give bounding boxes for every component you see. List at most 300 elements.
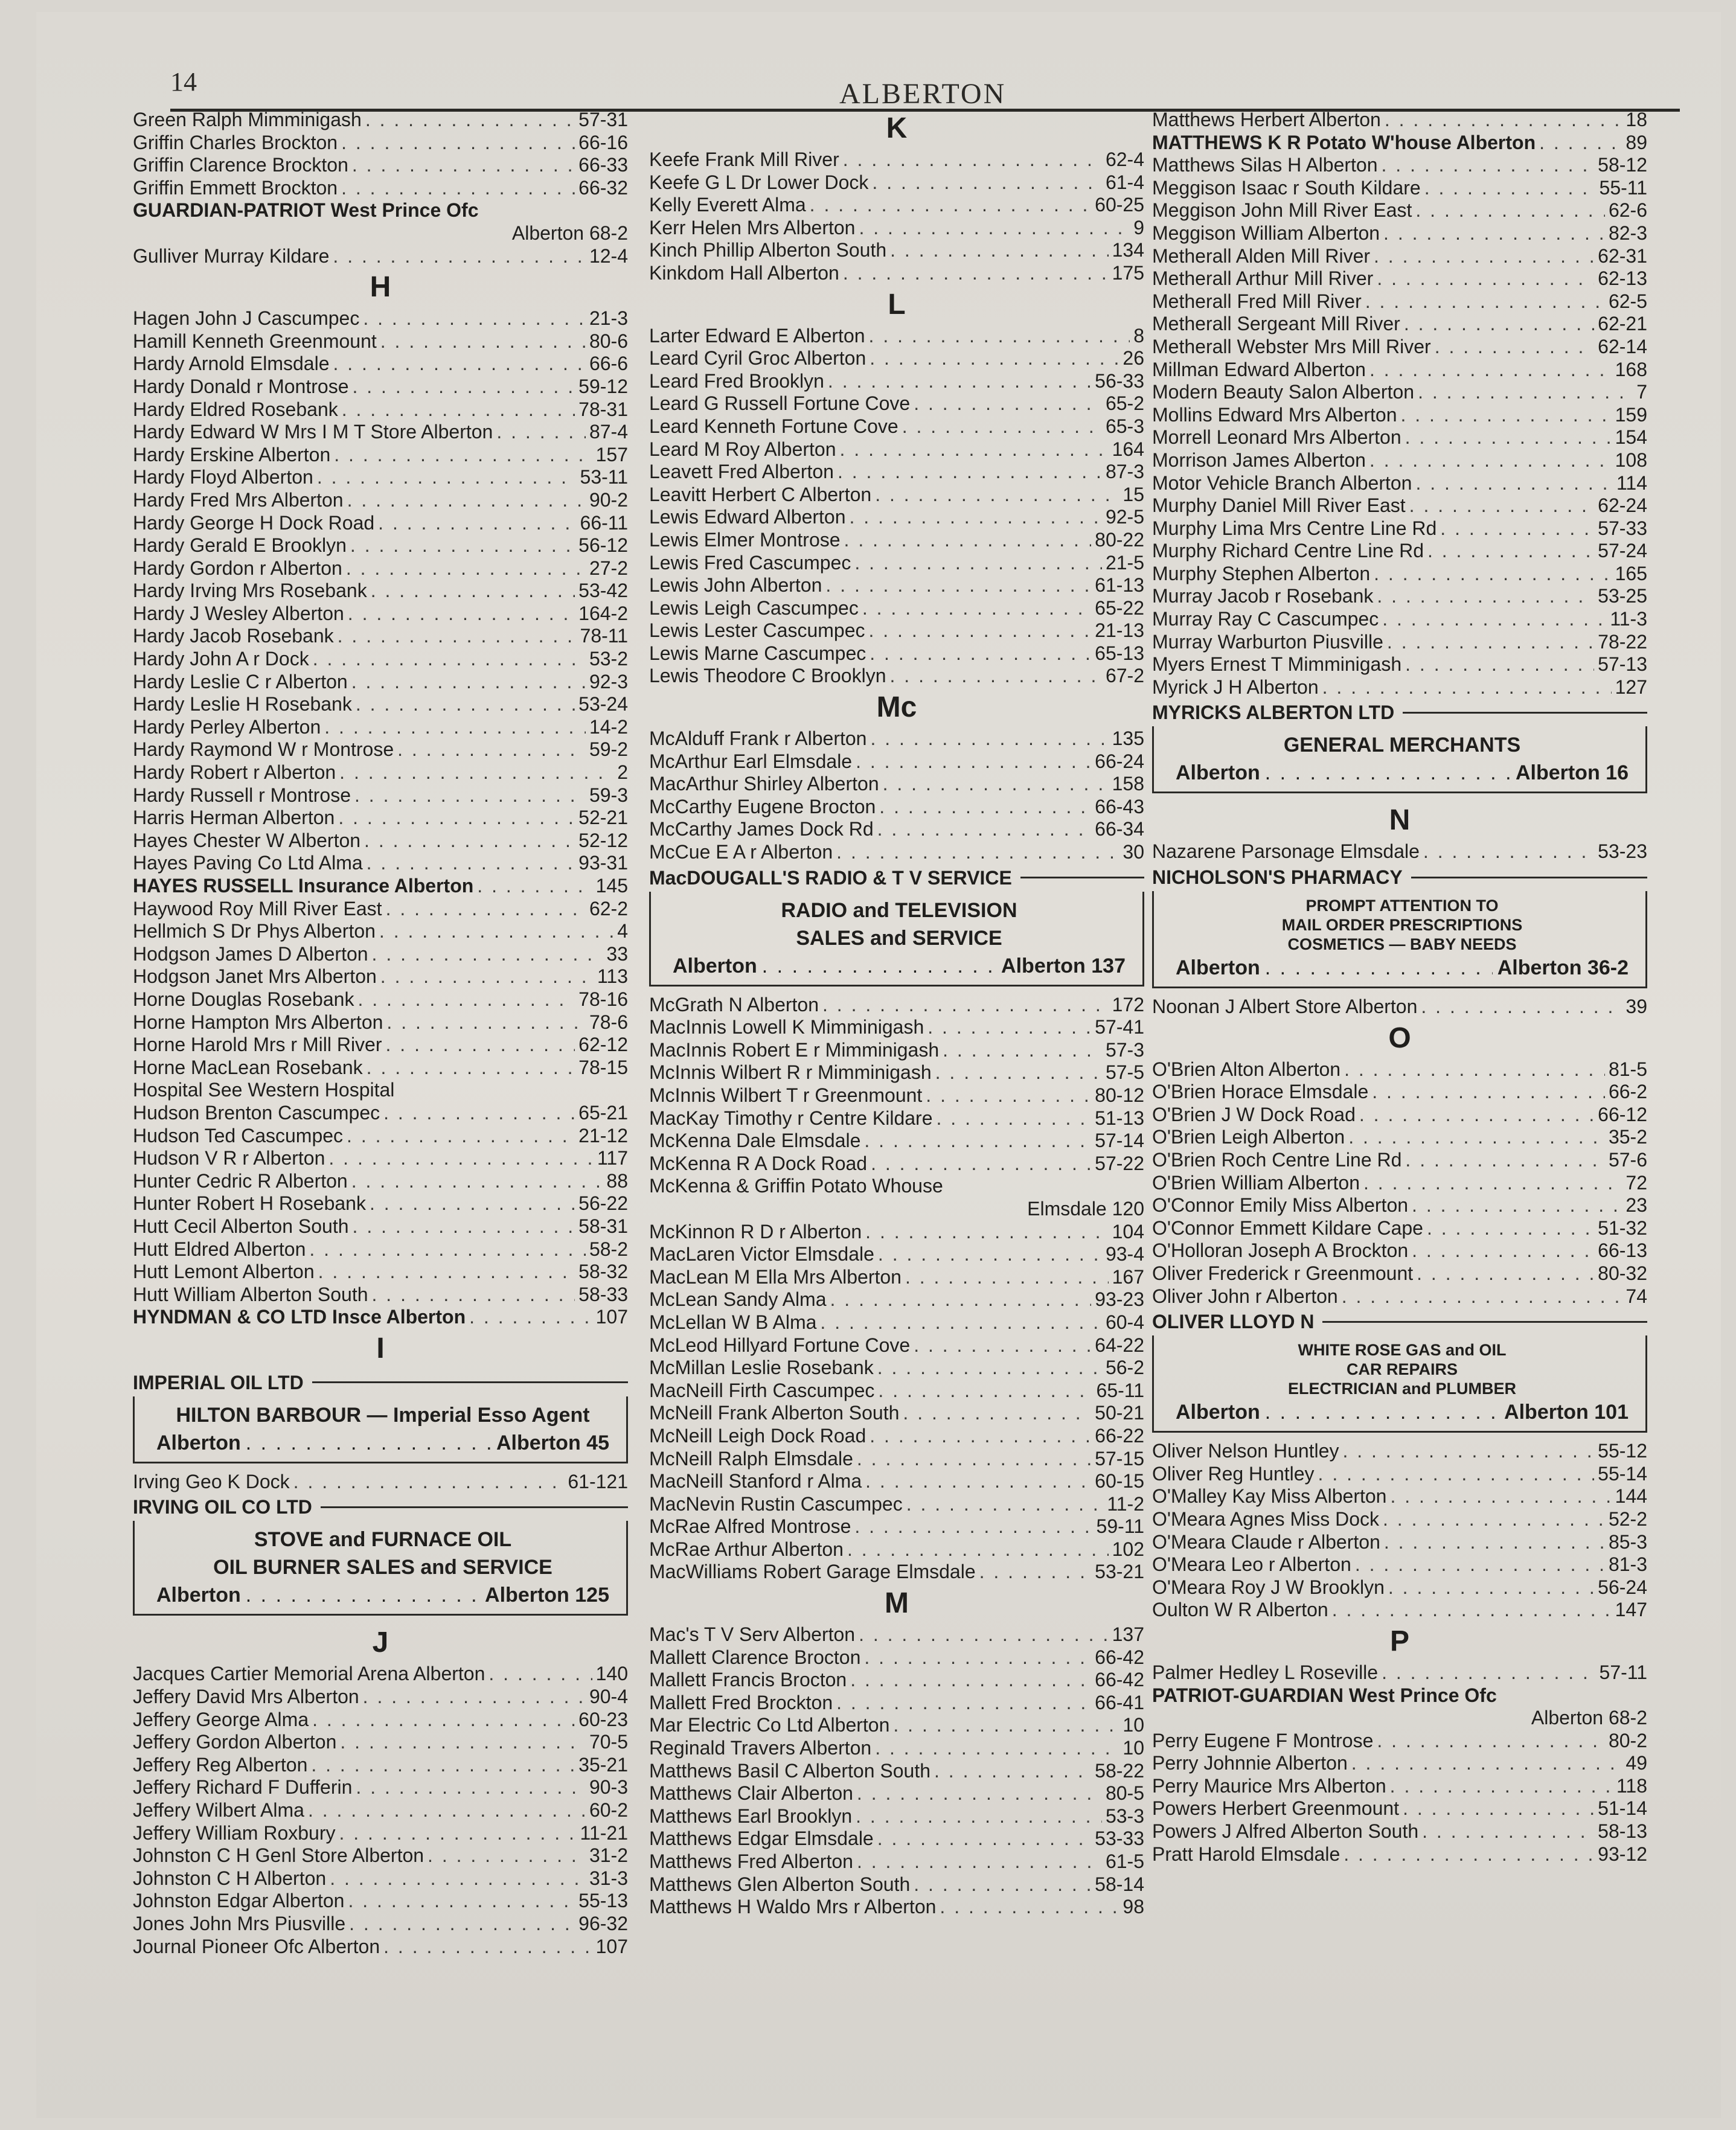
listing-phone: 31-3 xyxy=(589,1867,628,1889)
listing-name: Mallett Fred Brockton xyxy=(649,1691,833,1713)
ad-business-name: NICHOLSON'S PHARMACY xyxy=(1152,863,1647,891)
listing-phone: 31-2 xyxy=(589,1844,628,1867)
listing-name: Noonan J Albert Store Alberton xyxy=(1152,996,1418,1018)
ad-footer xyxy=(1176,1398,1629,1426)
listing-name: Meggison William Alberton xyxy=(1152,222,1380,244)
listing-phone: 9 xyxy=(1133,216,1144,238)
listing-phone: 21-13 xyxy=(1095,619,1144,642)
listing-phone: 66-12 xyxy=(1598,1103,1647,1125)
listing-entry xyxy=(133,1125,628,1148)
listing-entry xyxy=(133,1799,628,1822)
listing-phone: 65-11 xyxy=(1096,1379,1144,1401)
listing-name: Keefe Frank Mill River xyxy=(649,149,839,170)
listing-phone: Alberton 68-2 xyxy=(511,222,628,244)
listing-phone: 61-4 xyxy=(1105,171,1144,193)
listing-name: Lewis Fred Cascumpec xyxy=(649,551,851,574)
listing-name: Matthews Fred Alberton xyxy=(649,1850,853,1872)
listing-phone: 57-5 xyxy=(1105,1061,1144,1084)
dot-leader xyxy=(1344,1843,1594,1866)
dot-leader xyxy=(328,1147,594,1170)
section-letter-heading: L xyxy=(888,288,906,321)
listing-entry xyxy=(649,484,1144,507)
dot-leader xyxy=(1383,1508,1605,1531)
listing-name: McInnis Wilbert T r Greenmount xyxy=(649,1084,923,1106)
ad-location: Alberton xyxy=(1176,1401,1260,1424)
listing-name: Murray Jacob r Rosebank xyxy=(1152,585,1374,607)
business-advertisement xyxy=(1152,863,1647,988)
listing-entry xyxy=(649,619,1144,642)
listing-phone: 74 xyxy=(1625,1285,1647,1307)
dot-leader xyxy=(1388,1576,1594,1599)
listing-phone: 87-3 xyxy=(1105,461,1144,483)
listing-name: Hudson V R r Alberton xyxy=(133,1147,325,1169)
ad-business-name: IMPERIAL OIL LTD xyxy=(133,1369,628,1396)
listing-name: Gulliver Murray Kildare xyxy=(133,245,330,267)
listing-name: Hardy Raymond W r Montrose xyxy=(133,738,394,761)
listing-name: McRae Arthur Alberton xyxy=(649,1538,844,1560)
listing-name: Perry Johnnie Alberton xyxy=(1152,1752,1348,1774)
dot-leader xyxy=(367,1057,575,1079)
listing-phone: 65-2 xyxy=(1105,392,1144,415)
ad-phone: Alberton 101 xyxy=(1504,1401,1629,1424)
listing-phone: 118 xyxy=(1616,1774,1647,1797)
listing-name: Metherall Alden Mill River xyxy=(1152,245,1371,267)
listing-entry xyxy=(1152,631,1647,654)
dot-leader xyxy=(293,1471,565,1494)
ad-footer xyxy=(673,952,1126,980)
section-letter-heading: P xyxy=(1389,1625,1409,1657)
listing-entry xyxy=(133,307,628,330)
listing-entry xyxy=(133,1192,628,1215)
listing-entry xyxy=(133,1776,628,1799)
ad-footer xyxy=(156,1581,609,1609)
listing-entry xyxy=(133,920,628,943)
listing-entry xyxy=(133,898,628,921)
listing-name: Oliver John r Alberton xyxy=(1152,1285,1338,1307)
dot-leader xyxy=(906,1493,1104,1516)
listing-name: Nazarene Parsonage Elmsdale xyxy=(1152,840,1420,863)
listing-entry xyxy=(649,1311,1144,1334)
listing-phone: 53-3 xyxy=(1105,1805,1144,1827)
listing-phone: 58-33 xyxy=(578,1283,628,1305)
listing-phone: 175 xyxy=(1112,261,1144,284)
listing-name: Jeffery Gordon Alberton xyxy=(133,1731,337,1753)
listing-phone: 159 xyxy=(1615,403,1647,426)
dot-leader xyxy=(1348,1126,1605,1149)
listing-entry xyxy=(649,665,1144,688)
dot-leader xyxy=(367,852,575,875)
dot-leader xyxy=(937,1107,1092,1130)
listing-phone: 104 xyxy=(1112,1220,1144,1242)
listing-phone: 65-21 xyxy=(578,1101,628,1124)
ad-text-line: STOVE and FURNACE OIL xyxy=(254,1528,512,1552)
listing-phone: 114 xyxy=(1616,472,1647,494)
dot-leader xyxy=(1342,1440,1594,1463)
listing-name: Hardy Floyd Alberton xyxy=(133,466,313,488)
dot-leader xyxy=(836,841,1119,864)
listing-phone: 81-3 xyxy=(1608,1553,1647,1576)
listing-entry xyxy=(1152,1126,1647,1149)
listing-entry xyxy=(133,132,628,155)
listing-name: Metherall Sergeant Mill River xyxy=(1152,313,1400,335)
listing-name: Hardy John A r Dock xyxy=(133,648,309,670)
listing-phone: 11-2 xyxy=(1107,1492,1144,1515)
listing-entry xyxy=(1152,1194,1647,1217)
listing-entry xyxy=(649,1760,1144,1783)
listing-entry xyxy=(649,994,1144,1017)
dot-leader xyxy=(1404,313,1594,336)
listing-phone: 58-22 xyxy=(1095,1759,1144,1782)
dot-leader xyxy=(371,580,575,603)
listing-name: Myers Ernest T Mimminigash xyxy=(1152,653,1402,676)
dot-leader xyxy=(309,1238,586,1261)
dot-leader xyxy=(943,1039,1102,1062)
dot-leader xyxy=(979,1561,1092,1584)
listing-name: Journal Pioneer Ofc Alberton xyxy=(133,1935,380,1957)
listing-name: Hellmich S Dr Phys Alberton xyxy=(133,920,376,942)
listing-phone: 55-12 xyxy=(1598,1440,1647,1462)
listing-phone: 89 xyxy=(1625,131,1647,153)
dot-leader xyxy=(356,1776,586,1799)
listing-name: Murray Warburton Piusville xyxy=(1152,630,1383,653)
listing-phone: 62-21 xyxy=(1598,313,1647,335)
dot-leader xyxy=(1374,245,1594,268)
ad-footer xyxy=(1176,759,1629,787)
listing-entry xyxy=(1152,404,1647,427)
listing-name: Haywood Roy Mill River East xyxy=(133,897,382,919)
listing-name: McGrath N Alberton xyxy=(649,993,819,1015)
listing-phone: 23 xyxy=(1625,1194,1647,1217)
listing-entry xyxy=(649,1357,1144,1380)
dot-leader xyxy=(879,796,1091,819)
listing-phone: 164-2 xyxy=(578,602,628,624)
listing-name: Matthews Silas H Alberton xyxy=(1152,154,1378,176)
listing-phone: 56-2 xyxy=(1105,1357,1144,1379)
listing-entry xyxy=(133,716,628,739)
listing-name: McLeod Hillyard Fortune Cove xyxy=(649,1334,911,1356)
dot-leader xyxy=(934,1760,1091,1783)
dot-leader xyxy=(914,1873,1091,1896)
dot-leader xyxy=(1418,381,1633,404)
listing-phone: 65-22 xyxy=(1095,596,1144,619)
dot-leader xyxy=(1412,1239,1594,1262)
listing-phone: 107 xyxy=(595,1306,628,1328)
dot-leader xyxy=(890,665,1102,688)
listing-phone: 56-24 xyxy=(1598,1576,1647,1598)
listing-phone: 61-5 xyxy=(1105,1850,1144,1872)
listing-phone: 59-11 xyxy=(1096,1515,1144,1538)
listing-name: MATTHEWS K R Potato W'house Alberton xyxy=(1152,131,1536,153)
ad-phone: Alberton 45 xyxy=(496,1431,609,1454)
listing-entry xyxy=(1152,1149,1647,1172)
listing-phone: 78-31 xyxy=(578,398,628,420)
listing-name: Jeffery William Roxbury xyxy=(133,1821,336,1844)
listing-entry xyxy=(1152,494,1647,517)
listing-name: Matthews Basil C Alberton South xyxy=(649,1759,931,1782)
dot-leader xyxy=(496,421,586,444)
ad-phone: Alberton 125 xyxy=(485,1584,609,1607)
ad-phone: Alberton 16 xyxy=(1515,761,1629,785)
listing-name: Hardy Gordon r Alberton xyxy=(133,557,342,579)
listing-entry xyxy=(133,1238,628,1261)
listing-entry xyxy=(133,784,628,807)
listing-entry xyxy=(133,1306,628,1329)
dot-leader xyxy=(1409,494,1594,517)
listing-name: MacKay Timothy r Centre Kildare xyxy=(649,1107,933,1129)
listing-name: MacArthur Shirley Alberton xyxy=(649,773,879,795)
ad-phone: Alberton 137 xyxy=(1001,954,1126,977)
listing-name: Reginald Travers Alberton xyxy=(649,1737,872,1759)
listing-phone: 66-16 xyxy=(578,131,628,153)
dot-leader xyxy=(378,512,576,535)
dot-leader xyxy=(477,875,592,898)
section-letter-heading: M xyxy=(885,1587,909,1620)
dot-leader xyxy=(905,1266,1109,1289)
listing-name: MacNeill Firth Cascumpec xyxy=(649,1379,875,1401)
listing-name: Lewis Marne Cascumpec xyxy=(649,642,866,664)
listing-entry xyxy=(133,1890,628,1913)
listing-name: Mac's T V Serv Alberton xyxy=(649,1623,856,1646)
listing-name: PATRIOT-GUARDIAN West Prince Ofc xyxy=(1152,1684,1497,1706)
dot-leader xyxy=(854,552,1102,575)
listing-name: Griffin Emmett Brockton xyxy=(133,176,338,199)
listing-entry xyxy=(133,1913,628,1936)
listing-entry xyxy=(649,529,1144,552)
listing-entry xyxy=(649,1493,1144,1516)
listing-name: Hardy Leslie H Rosebank xyxy=(133,693,352,715)
listing-phone: 15 xyxy=(1123,483,1144,505)
listing-entry xyxy=(649,506,1144,529)
listing-phone: 65-13 xyxy=(1095,642,1144,664)
listing-phone: 134 xyxy=(1112,239,1144,261)
dot-leader xyxy=(1382,154,1595,177)
listing-phone: 60-2 xyxy=(589,1799,628,1821)
dot-leader xyxy=(877,1828,1091,1850)
listing-entry xyxy=(1152,1440,1647,1463)
listing-phone: 93-23 xyxy=(1095,1288,1144,1311)
dot-leader xyxy=(312,1709,575,1732)
listing-phone: 66-42 xyxy=(1095,1646,1144,1668)
listing-name: Oliver Frederick r Greenmount xyxy=(1152,1262,1414,1284)
listing-name: Hardy Eldred Rosebank xyxy=(133,398,338,420)
listing-name: McCarthy Eugene Brocton xyxy=(649,795,876,817)
listing-name: McNeill Leigh Dock Road xyxy=(649,1424,866,1447)
listing-phone: 66-42 xyxy=(1095,1669,1144,1691)
listing-entry xyxy=(649,1061,1144,1084)
dot-leader xyxy=(870,728,1108,750)
listing-phone: 11-3 xyxy=(1610,608,1647,630)
listing-name: Leard M Roy Alberton xyxy=(649,438,836,460)
listing-phone: 66-13 xyxy=(1598,1239,1647,1262)
ad-text-line: HILTON BARBOUR — Imperial Esso Agent xyxy=(176,1403,590,1427)
dot-leader xyxy=(1383,222,1605,245)
listing-phone: 90-2 xyxy=(589,488,628,511)
listing-entry xyxy=(1152,449,1647,472)
listing-entry xyxy=(649,1828,1144,1850)
listing-name: Hutt Eldred Alberton xyxy=(133,1238,306,1260)
listing-phone: 65-3 xyxy=(1105,415,1144,437)
listing-name: Johnston C H Alberton xyxy=(133,1867,327,1889)
listing-phone: 57-41 xyxy=(1095,1016,1144,1038)
dot-leader xyxy=(370,1192,575,1215)
listing-entry xyxy=(133,444,628,467)
listing-entry xyxy=(1152,1553,1647,1576)
listing-name: McCarthy James Dock Rd xyxy=(649,818,874,840)
listing-entry xyxy=(133,1709,628,1732)
listing-phone: 66-22 xyxy=(1095,1424,1144,1447)
listing-phone: 58-2 xyxy=(589,1238,628,1260)
dot-leader xyxy=(379,920,613,943)
dot-leader xyxy=(1369,449,1612,472)
listing-entry xyxy=(133,557,628,580)
listing-name: Jeffery Richard F Dufferin xyxy=(133,1776,353,1799)
dot-leader xyxy=(859,1623,1109,1646)
listing-entry xyxy=(133,671,628,694)
dot-leader xyxy=(847,1538,1109,1561)
listing-entry xyxy=(133,534,628,557)
listing-name: Hardy Edward W Mrs I M T Store Alberton xyxy=(133,421,493,443)
dot-leader xyxy=(927,1016,1091,1039)
listing-phone: 164 xyxy=(1112,438,1144,460)
dot-leader xyxy=(1377,585,1594,608)
listing-phone: 55-13 xyxy=(578,1890,628,1912)
listing-name: MacNeill Stanford r Alma xyxy=(649,1470,862,1492)
business-advertisement xyxy=(133,1493,628,1616)
dot-leader xyxy=(1539,132,1622,155)
listing-name: Hayes Chester W Alberton xyxy=(133,829,361,851)
dot-leader xyxy=(844,529,1092,552)
listing-phone: 57-13 xyxy=(1598,653,1647,676)
dot-leader xyxy=(843,149,1102,171)
listing-phone: 80-6 xyxy=(589,330,628,352)
listing-name: McKenna & Griffin Potato Whouse xyxy=(649,1175,943,1197)
listing-entry xyxy=(1152,540,1647,563)
listing-phone: 78-11 xyxy=(580,625,628,647)
listing-entry xyxy=(649,325,1144,348)
listing-phone: 4 xyxy=(617,920,628,942)
listing-name: Johnston Edgar Alberton xyxy=(133,1890,345,1912)
listing-name: Perry Maurice Mrs Alberton xyxy=(1152,1774,1386,1797)
listing-entry xyxy=(649,750,1144,773)
dot-leader xyxy=(857,1850,1102,1873)
dot-leader xyxy=(246,1429,492,1457)
business-advertisement xyxy=(1152,1308,1647,1433)
listing-entry xyxy=(133,398,628,421)
dot-leader xyxy=(1355,1553,1605,1576)
listing-name: Hardy J Wesley Alberton xyxy=(133,602,344,624)
listing-entry xyxy=(649,597,1144,620)
ad-text-line: GENERAL MERCHANTS xyxy=(1283,734,1521,757)
dot-leader xyxy=(1377,1730,1605,1753)
business-advertisement xyxy=(133,1369,628,1463)
page-number: 14 xyxy=(170,67,197,97)
listing-name: O'Brien Alton Alberton xyxy=(1152,1058,1341,1080)
listing-phone: 18 xyxy=(1625,109,1647,130)
listing-name: O'Meara Leo r Alberton xyxy=(1152,1553,1351,1576)
dot-leader xyxy=(346,557,586,580)
listing-phone: 85-3 xyxy=(1608,1530,1647,1553)
listing-phone: 108 xyxy=(1615,449,1647,471)
dot-leader xyxy=(386,1011,586,1034)
listing-entry xyxy=(1152,653,1647,676)
listing-entry xyxy=(649,796,1144,819)
listing-phone: 7 xyxy=(1636,381,1647,403)
listing-name: Myrick J H Alberton xyxy=(1152,676,1319,698)
dot-leader xyxy=(1382,1661,1595,1684)
listing-entry xyxy=(1152,1820,1647,1843)
listing-entry xyxy=(133,1147,628,1170)
listing-phone: 52-21 xyxy=(578,807,628,829)
listing-phone: 51-32 xyxy=(1598,1217,1647,1239)
listing-entry xyxy=(1152,1262,1647,1285)
dot-leader xyxy=(1435,336,1594,359)
listing-phone: 87-4 xyxy=(589,421,628,443)
listing-entry xyxy=(649,1561,1144,1584)
dot-leader xyxy=(1384,1531,1605,1554)
dot-leader xyxy=(1415,472,1613,495)
listing-entry xyxy=(649,1016,1144,1039)
listing-name: Jones John Mrs Piusville xyxy=(133,1913,346,1934)
listing-name: McKenna Dale Elmsdale xyxy=(649,1130,861,1152)
listing-phone: 62-12 xyxy=(578,1034,628,1056)
dot-leader xyxy=(840,438,1109,461)
listing-phone: 49 xyxy=(1625,1752,1647,1774)
dot-leader xyxy=(1385,109,1622,132)
dot-leader xyxy=(348,1890,575,1913)
dot-leader xyxy=(878,1380,1092,1402)
listing-phone: 81-5 xyxy=(1608,1058,1647,1080)
dot-leader xyxy=(914,1334,1091,1357)
listing-phone: 92-3 xyxy=(589,670,628,692)
listing-phone: 27-2 xyxy=(589,557,628,579)
listing-name: Hunter Robert H Rosebank xyxy=(133,1192,366,1215)
listing-entry xyxy=(133,625,628,648)
listing-entry xyxy=(133,603,628,625)
listing-name: Jacques Cartier Memorial Arena Alberton xyxy=(133,1663,485,1685)
dot-leader xyxy=(870,642,1091,665)
listing-entry xyxy=(649,438,1144,461)
dot-leader xyxy=(864,1130,1091,1153)
listing-name: Hayes Paving Co Ltd Alma xyxy=(133,852,363,874)
listing-phone: 62-14 xyxy=(1598,335,1647,357)
listing-phone: 10 xyxy=(1123,1714,1144,1736)
listing-entry xyxy=(649,149,1144,171)
listing-entry xyxy=(133,1102,628,1125)
listing-phone: 33 xyxy=(606,942,628,965)
dot-leader xyxy=(349,1913,575,1936)
dot-leader xyxy=(372,943,603,966)
listing-phone: 62-6 xyxy=(1608,199,1647,222)
listing-entry xyxy=(133,512,628,535)
listing-name: Hudson Brenton Cascumpec xyxy=(133,1101,380,1124)
listing-phone: 35-2 xyxy=(1608,1126,1647,1148)
listing-entry xyxy=(649,1266,1144,1289)
dot-leader xyxy=(1405,653,1594,676)
dot-leader xyxy=(397,738,586,761)
listing-entry xyxy=(649,194,1144,217)
listing-entry xyxy=(1152,1508,1647,1531)
listing-name: Kerr Helen Mrs Alberton xyxy=(649,216,856,238)
listing-entry xyxy=(649,1402,1144,1425)
listing-entry xyxy=(133,1663,628,1686)
listing-name: McArthur Earl Elmsdale xyxy=(649,750,853,772)
dot-leader xyxy=(902,415,1102,438)
listing-name: Leard G Russell Fortune Cove xyxy=(649,392,911,415)
listing-phone: 62-4 xyxy=(1105,149,1144,170)
listing-name: Johnston C H Genl Store Alberton xyxy=(133,1844,424,1867)
listing-name: Horne MacLean Rosebank xyxy=(133,1056,363,1078)
dot-leader xyxy=(353,1215,575,1238)
